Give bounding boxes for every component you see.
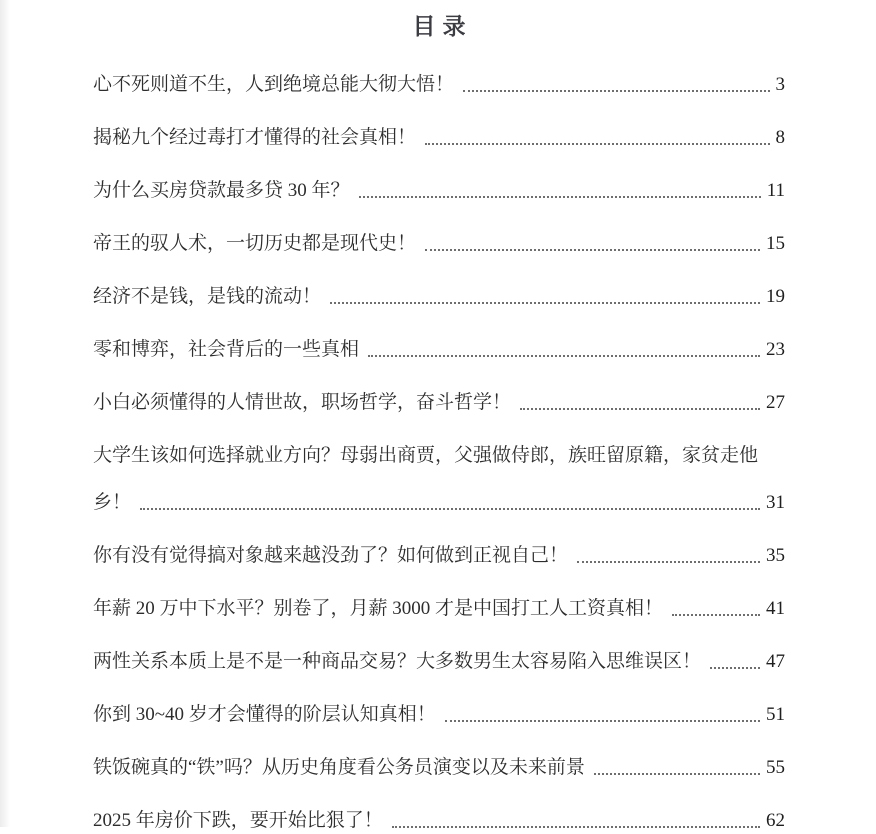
page-number: 23 (766, 339, 785, 360)
toc-entry[interactable] (93, 595, 785, 622)
toc-entry[interactable] (93, 230, 785, 257)
dotted-leader (368, 355, 760, 357)
dotted-leader (520, 408, 760, 410)
toc-entry-text: 小白必须懂得的人情世故，职场哲学，奋斗哲学！ (93, 392, 512, 413)
toc-entry-text: 乡！ (93, 492, 132, 513)
page-number: 3 (775, 74, 785, 95)
toc-entry-text: 大学生该如何选择就业方向？母弱出商贾，父强做侍郎，族旺留原籍，家贫走他 (93, 445, 759, 466)
toc-entry[interactable] (93, 71, 785, 98)
toc-entry[interactable] (93, 807, 785, 834)
toc-entry[interactable] (93, 754, 785, 781)
page-number: 41 (766, 598, 785, 619)
toc-entry[interactable] (93, 177, 785, 204)
dotted-leader (672, 614, 760, 616)
toc-entry[interactable] (93, 336, 785, 363)
toc-entry-text: 两性关系本质上是不是一种商品交易？大多数男生太容易陷入思维误区！ (93, 651, 702, 672)
toc-entry-text: 你有没有觉得搞对象越来越没劲了？如何做到正视自己！ (93, 545, 569, 566)
page-number: 62 (766, 810, 785, 831)
toc-entry-text: 2025 年房价下跌，要开始比狠了！ (93, 810, 383, 831)
dotted-leader (425, 249, 760, 251)
page-title: 目录 (412, 14, 473, 39)
dotted-leader (392, 826, 760, 828)
page-number: 27 (766, 392, 785, 413)
dotted-leader (445, 720, 760, 722)
dotted-leader (330, 302, 760, 304)
page-number: 19 (766, 286, 785, 307)
dotted-leader (359, 196, 761, 198)
toc-entry[interactable] (93, 648, 785, 675)
page-number: 31 (766, 492, 785, 513)
toc-entry[interactable] (93, 542, 785, 569)
toc-entry-text: 为什么买房贷款最多贷 30 年？ (93, 180, 350, 201)
page-number: 8 (775, 127, 785, 148)
toc-entry[interactable] (93, 389, 785, 416)
dotted-leader (463, 90, 769, 92)
toc-entry[interactable] (93, 442, 785, 469)
toc-entry[interactable] (93, 124, 785, 151)
page-number: 11 (766, 180, 785, 201)
dotted-leader (140, 508, 760, 510)
page-number: 55 (766, 757, 785, 778)
page-number: 51 (766, 704, 785, 725)
toc-entry-text: 年薪 20 万中下水平？别卷了，月薪 3000 才是中国打工人工资真相！ (93, 598, 664, 619)
page-left-edge (0, 0, 10, 827)
toc-entry[interactable] (93, 283, 785, 310)
toc-entry-text: 经济不是钱，是钱的流动！ (93, 286, 322, 307)
dotted-leader (594, 773, 760, 775)
toc-entry-text: 帝王的驭人术，一切历史都是现代史！ (93, 233, 417, 254)
toc-entry-text: 揭秘九个经过毒打才懂得的社会真相！ (93, 127, 417, 148)
page-number: 15 (766, 233, 785, 254)
toc-entry-text: 你到 30~40 岁才会懂得的阶层认知真相！ (93, 704, 436, 725)
toc-list (93, 71, 785, 834)
dotted-leader (425, 143, 769, 145)
page-number: 47 (766, 651, 785, 672)
toc-entry[interactable] (93, 489, 785, 516)
dotted-leader (710, 667, 760, 669)
dotted-leader (577, 561, 760, 563)
toc-entry[interactable] (93, 701, 785, 728)
toc-entry-text: 铁饭碗真的“铁”吗？从历史角度看公务员演变以及未来前景 (93, 757, 585, 778)
toc-entry-text: 零和博弈，社会背后的一些真相 (93, 339, 360, 360)
toc-entry-text: 心不死则道不生，人到绝境总能大彻大悟！ (93, 74, 455, 95)
page-number: 35 (766, 545, 785, 566)
